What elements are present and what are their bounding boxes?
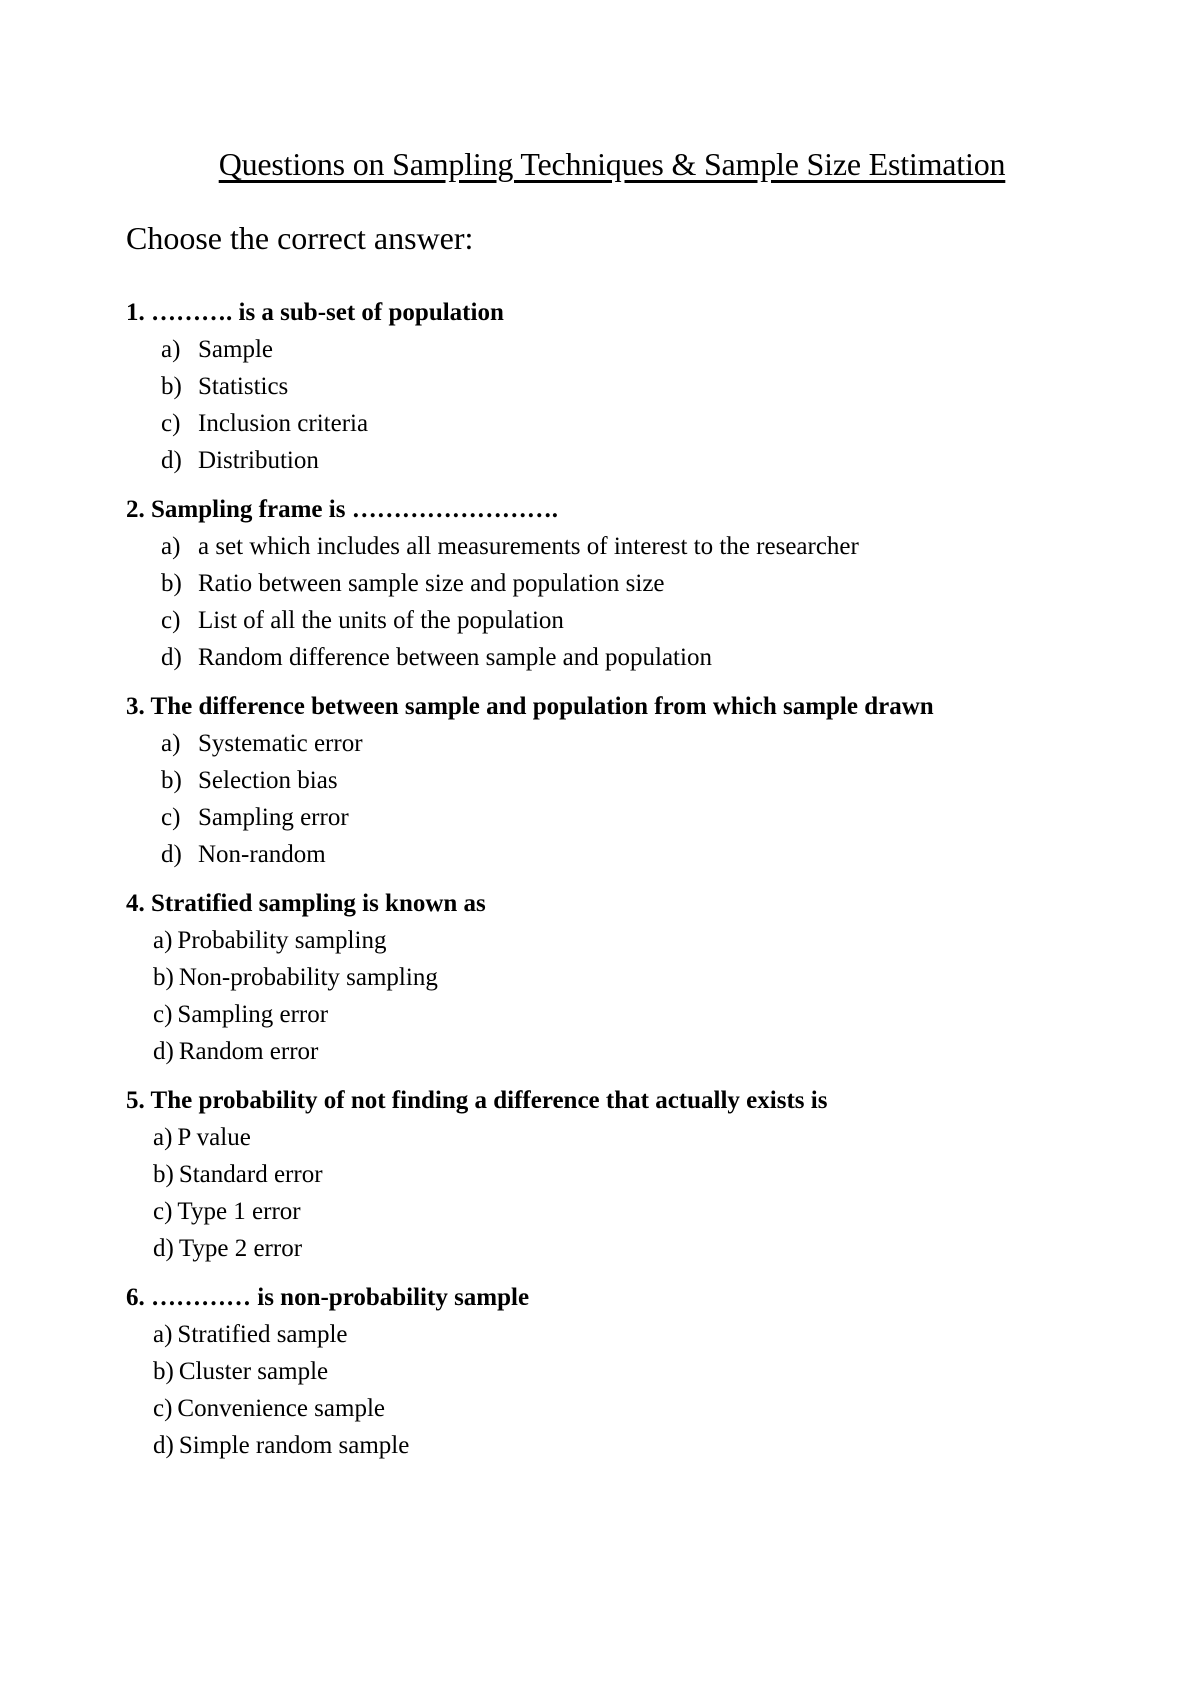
option-text: Sampling error <box>198 804 349 831</box>
option-d <box>126 639 1140 676</box>
page-title: Questions on Sampling Techniques & Sample Size Estimation <box>218 146 1006 182</box>
option-a <box>126 725 1140 762</box>
question-list <box>126 296 1140 1478</box>
option-d <box>126 1427 1140 1464</box>
option-a <box>126 1316 1140 1353</box>
option-text: Type 2 error <box>178 1235 303 1262</box>
option-letter: a) <box>161 533 181 560</box>
option-list <box>126 1316 1140 1464</box>
option-text: Cluster sample <box>178 1358 329 1385</box>
option-letter: a) <box>161 336 181 363</box>
option-letter: b) <box>153 964 174 991</box>
question-4 <box>126 887 1140 1070</box>
option-text: Convenience sample <box>177 1395 385 1422</box>
option-text: Statistics <box>198 373 289 400</box>
option-letter: b) <box>161 570 182 597</box>
option-a <box>126 331 1140 368</box>
option-letter: c) <box>161 607 181 634</box>
option-d <box>126 1230 1140 1267</box>
question-stem: 3. The difference between sample and population from which sample drawn <box>126 693 934 720</box>
option-d <box>126 1033 1140 1070</box>
option-text: Type 1 error <box>177 1198 301 1225</box>
option-letter: d) <box>161 644 182 671</box>
option-letter: c) <box>153 1395 173 1422</box>
option-letter: a) <box>153 1321 173 1348</box>
option-text: Non-probability sampling <box>178 964 438 991</box>
option-c <box>126 1193 1140 1230</box>
option-b <box>126 959 1140 996</box>
option-letter: d) <box>153 1432 174 1459</box>
option-text: Sample <box>198 336 273 363</box>
option-letter: c) <box>161 804 181 831</box>
option-letter: b) <box>161 767 182 794</box>
option-list <box>126 528 1140 676</box>
option-letter: d) <box>153 1038 174 1065</box>
option-b <box>126 1353 1140 1390</box>
option-b <box>126 762 1140 799</box>
question-stem: 6. ………… is non-probability sample <box>126 1284 530 1311</box>
option-letter: c) <box>153 1198 173 1225</box>
option-letter: d) <box>161 447 182 474</box>
option-a <box>126 528 1140 565</box>
question-6 <box>126 1281 1140 1464</box>
instruction-text: Choose the correct answer: <box>126 220 474 256</box>
option-c <box>126 602 1140 639</box>
option-letter: b) <box>161 373 182 400</box>
option-text: Inclusion criteria <box>198 410 369 437</box>
option-text: a set which includes all measurements of interest to the researcher <box>198 533 859 560</box>
question-stem: 1. ………. is a sub-set of population <box>126 299 504 326</box>
option-text: Stratified sample <box>177 1321 348 1348</box>
option-list <box>126 331 1140 479</box>
option-letter: c) <box>161 410 181 437</box>
option-b <box>126 368 1140 405</box>
option-text: Distribution <box>198 447 319 474</box>
option-text: List of all the units of the population <box>198 607 564 634</box>
option-a <box>126 922 1140 959</box>
option-list <box>126 725 1140 873</box>
option-text: Selection bias <box>198 767 338 794</box>
option-c <box>126 1390 1140 1427</box>
option-b <box>126 1156 1140 1193</box>
option-text: Systematic error <box>198 730 363 757</box>
option-text: Sampling error <box>177 1001 329 1028</box>
option-a <box>126 1119 1140 1156</box>
option-letter: a) <box>161 730 181 757</box>
option-text: Random difference between sample and population <box>198 644 712 671</box>
option-text: P value <box>177 1124 251 1151</box>
option-text: Standard error <box>178 1161 323 1188</box>
option-letter: b) <box>153 1161 174 1188</box>
option-c <box>126 996 1140 1033</box>
question-stem: 5. The probability of not finding a difference that actually exists is <box>126 1087 828 1114</box>
question-stem: 2. Sampling frame is ……………………. <box>126 496 558 523</box>
option-d <box>126 442 1140 479</box>
option-text: Ratio between sample size and population size <box>198 570 665 597</box>
option-letter: a) <box>153 1124 173 1151</box>
option-list <box>126 1119 1140 1267</box>
option-letter: c) <box>153 1001 173 1028</box>
question-3 <box>126 690 1140 873</box>
question-stem: 4. Stratified sampling is known as <box>126 890 486 917</box>
option-letter: d) <box>161 841 182 868</box>
question-1 <box>126 296 1140 479</box>
option-b <box>126 565 1140 602</box>
option-c <box>126 799 1140 836</box>
option-text: Random error <box>178 1038 319 1065</box>
option-text: Simple random sample <box>178 1432 410 1459</box>
option-d <box>126 836 1140 873</box>
option-letter: d) <box>153 1235 174 1262</box>
option-letter: b) <box>153 1358 174 1385</box>
option-c <box>126 405 1140 442</box>
option-letter: a) <box>153 927 173 954</box>
question-5 <box>126 1084 1140 1267</box>
question-2 <box>126 493 1140 676</box>
option-text: Probability sampling <box>177 927 387 954</box>
option-list <box>126 922 1140 1070</box>
option-text: Non-random <box>198 841 326 868</box>
